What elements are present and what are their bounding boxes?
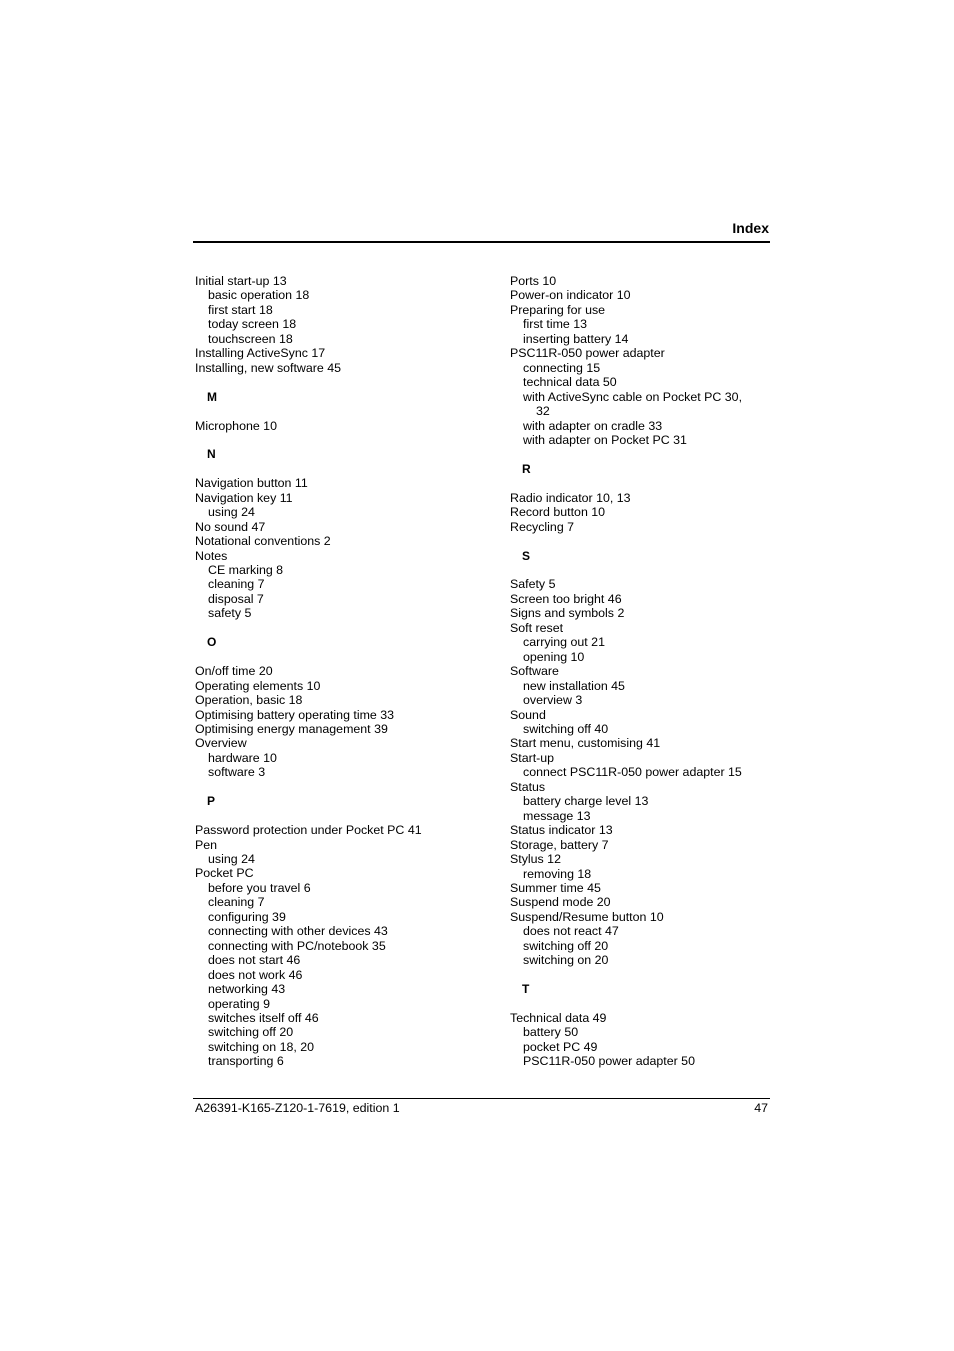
index-entry: Suspend/Resume button 10 bbox=[510, 909, 664, 924]
header-rule bbox=[193, 241, 770, 243]
spacer bbox=[195, 621, 495, 635]
index-entry: Optimising energy management 39 bbox=[195, 721, 388, 736]
index-subentry: inserting battery 14 bbox=[523, 331, 629, 346]
index-subentry: hardware 10 bbox=[208, 750, 277, 765]
index-section-letter: T bbox=[522, 982, 530, 997]
index-entry: Operating elements 10 bbox=[195, 678, 321, 693]
index-section-letter: N bbox=[207, 447, 216, 462]
index-entry: On/off time 20 bbox=[195, 664, 273, 679]
index-subentry: first start 18 bbox=[208, 302, 273, 317]
index-subentry: switching on 18, 20 bbox=[208, 1039, 315, 1054]
index-subentry: removing 18 bbox=[523, 866, 592, 881]
index-subentry: connecting with other devices 43 bbox=[208, 924, 388, 939]
index-entry: Overview bbox=[195, 736, 247, 751]
index-subentry: new installation 45 bbox=[523, 678, 625, 693]
index-section-letter: M bbox=[207, 389, 217, 404]
index-subentry: cleaning 7 bbox=[208, 895, 265, 910]
spacer bbox=[510, 563, 770, 577]
index-entry: Pen bbox=[195, 837, 218, 852]
page-header-title: Index bbox=[732, 220, 769, 236]
index-subentry: with adapter on Pocket PC 31 bbox=[523, 432, 687, 447]
index-subentry: pocket PC 49 bbox=[523, 1039, 598, 1054]
index-subentry: switching off 20 bbox=[208, 1025, 294, 1040]
index-subentry: switching off 20 bbox=[523, 938, 609, 953]
index-subentry: connecting 15 bbox=[523, 360, 601, 375]
index-subentry: battery charge level 13 bbox=[523, 794, 649, 809]
index-subentry: before you travel 6 bbox=[208, 880, 311, 895]
index-entry: Preparing for use bbox=[510, 302, 606, 317]
index-subentry: configuring 39 bbox=[208, 909, 286, 924]
index-entry: Navigation key 11 bbox=[195, 490, 293, 505]
index-column-right bbox=[510, 274, 770, 1069]
index-entry: Summer time 45 bbox=[510, 880, 601, 895]
index-entry: Start menu, customising 41 bbox=[510, 736, 661, 751]
index-column-left bbox=[195, 274, 495, 1069]
index-entry: Start-up bbox=[510, 750, 555, 765]
footer-document-id: A26391-K165-Z120-1-7619, edition 1 bbox=[195, 1101, 400, 1115]
index-subentry: disposal 7 bbox=[208, 591, 264, 606]
spacer bbox=[510, 997, 770, 1011]
index-subentry: carrying out 21 bbox=[523, 635, 605, 650]
index-entry: Initial start-up 13 bbox=[195, 274, 287, 288]
footer-page-number: 47 bbox=[754, 1101, 768, 1115]
index-subentry: opening 10 bbox=[523, 649, 585, 664]
index-entry: Notational conventions 2 bbox=[195, 534, 331, 549]
index-entry: Operation, basic 18 bbox=[195, 693, 303, 708]
spacer bbox=[195, 404, 495, 418]
index-subentry: connecting with PC/notebook 35 bbox=[208, 938, 386, 953]
index-entry: Power-on indicator 10 bbox=[510, 288, 631, 303]
index-entry: Technical data 49 bbox=[510, 1011, 607, 1026]
index-subentry: battery 50 bbox=[523, 1025, 579, 1040]
index-subentry: with adapter on cradle 33 bbox=[523, 418, 663, 433]
index-entry: Software bbox=[510, 664, 559, 679]
spacer bbox=[195, 462, 495, 476]
index-subentry: switching off 40 bbox=[523, 721, 609, 736]
index-section-letter: O bbox=[207, 635, 217, 650]
index-entry: Navigation button 11 bbox=[195, 476, 308, 491]
index-entry: Pocket PC bbox=[195, 866, 254, 881]
index-subentry: transporting 6 bbox=[208, 1054, 284, 1069]
index-subentry: today screen 18 bbox=[208, 317, 297, 332]
footer-rule bbox=[193, 1098, 770, 1099]
index-entry: Safety 5 bbox=[510, 577, 556, 592]
index-entry: Status indicator 13 bbox=[510, 823, 613, 838]
index-entry: Microphone 10 bbox=[195, 418, 277, 433]
index-entry: Record button 10 bbox=[510, 505, 606, 520]
index-entry: Storage, battery 7 bbox=[510, 837, 609, 852]
index-subentry: basic operation 18 bbox=[208, 288, 310, 303]
index-entry: Ports 10 bbox=[510, 274, 557, 288]
index-subentry: does not react 47 bbox=[523, 924, 619, 939]
spacer bbox=[510, 534, 770, 548]
index-subentry: safety 5 bbox=[208, 606, 252, 621]
index-entry: Status bbox=[510, 779, 546, 794]
index-entry: Soft reset bbox=[510, 620, 564, 635]
index-section-letter: P bbox=[207, 794, 216, 809]
spacer bbox=[195, 433, 495, 447]
index-subentry: first time 13 bbox=[523, 317, 588, 332]
index-entry: Signs and symbols 2 bbox=[510, 606, 625, 621]
index-subentry: switching on 20 bbox=[523, 953, 609, 968]
index-entry: Recycling 7 bbox=[510, 519, 575, 534]
index-subentry: using 24 bbox=[208, 505, 255, 520]
spacer bbox=[510, 447, 770, 461]
index-section-letter: R bbox=[522, 461, 531, 476]
spacer bbox=[510, 968, 770, 982]
index-entry: Screen too bright 46 bbox=[510, 591, 622, 606]
index-entry: No sound 47 bbox=[195, 519, 266, 534]
index-subentry: networking 43 bbox=[208, 982, 286, 997]
index-subentry: technical data 50 bbox=[523, 375, 617, 390]
index-entry: Installing, new software 45 bbox=[195, 360, 342, 375]
index-entry: Notes bbox=[195, 548, 228, 563]
index-subentry: PSC11R-050 power adapter 50 bbox=[523, 1054, 695, 1069]
index-subentry: connect PSC11R-050 power adapter 15 bbox=[523, 765, 742, 780]
spacer bbox=[195, 809, 495, 823]
index-subentry: using 24 bbox=[208, 852, 255, 866]
spacer bbox=[510, 476, 770, 490]
index-subentry: message 13 bbox=[523, 808, 591, 823]
spacer bbox=[195, 650, 495, 664]
index-subentry: with ActiveSync cable on Pocket PC 30, bbox=[523, 389, 743, 404]
index-subentry: does not start 46 bbox=[208, 953, 301, 968]
index-entry: Suspend mode 20 bbox=[510, 895, 611, 910]
index-subentry: switches itself off 46 bbox=[208, 1010, 319, 1025]
index-entry-continuation: 32 bbox=[536, 404, 550, 419]
spacer bbox=[195, 375, 495, 389]
index-subentry: software 3 bbox=[208, 765, 266, 780]
index-entry: PSC11R-050 power adapter bbox=[510, 346, 665, 361]
index-subentry: does not work 46 bbox=[208, 967, 303, 982]
spacer bbox=[195, 780, 495, 794]
index-entry: Radio indicator 10, 13 bbox=[510, 490, 631, 505]
index-entry: Stylus 12 bbox=[510, 852, 561, 867]
index-entry: Sound bbox=[510, 707, 546, 722]
index-subentry: cleaning 7 bbox=[208, 577, 265, 592]
index-subentry: overview 3 bbox=[523, 693, 583, 708]
index-subentry: CE marking 8 bbox=[208, 563, 284, 577]
index-subentry: touchscreen 18 bbox=[208, 331, 293, 346]
index-entry: Password protection under Pocket PC 41 bbox=[195, 823, 422, 838]
index-subentry: operating 9 bbox=[208, 996, 271, 1011]
index-entry: Installing ActiveSync 17 bbox=[195, 346, 326, 361]
index-entry: Optimising battery operating time 33 bbox=[195, 707, 395, 722]
index-section-letter: S bbox=[522, 548, 531, 563]
